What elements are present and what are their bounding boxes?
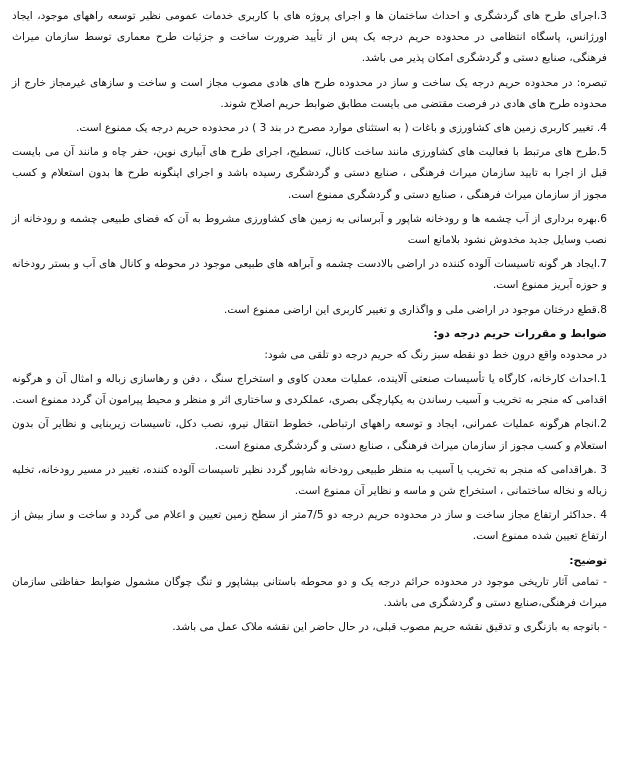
clause-7-polluting-facilities: 7.ایجاد هر گونه تاسیسات آلوده کننده در اراضی بالادست چشمه و آبراهه های طبیعی موجود در محوطه و کانال های آب و بستر رودخانه و حوزه آبریز ممنوع است. <box>12 258 607 292</box>
explanation-item-2: - باتوجه به بازنگری و تدقیق نقشه حریم مصوب قبلی، در حال حاضر این نقشه ملاک عمل می باشد. <box>172 621 607 634</box>
clause-4-land-use-change: 4. تغییر کاربری زمین های کشاورزی و باغات ( به استثنای موارد مصرح در بند 3 ) در محدوده حریم درجه یک ممنوع است. <box>75 122 607 135</box>
section-heading-grade-two: ضوابط و مقررات حریم درجه دو: <box>433 326 607 340</box>
grade-two-intro: در محدوده واقع درون خط دو نقطه سبز رنگ که حریم درجه دو تلقی می شود: <box>264 348 607 361</box>
section-heading-explanation: توضیح: <box>569 553 607 567</box>
explanation-item-1: - تمامی آثار تاریخی موجود در محدوده حرائم درجه یک و دو محوطه باستانی بیشاپور و تنگ چوگان مشمول ضوابط حفاظتی سازمان میراث فرهنگی،صنایع دستی و گردشگری می باشد. <box>12 575 607 609</box>
clause-6-water-use: 6.بهره برداری از آب چشمه ها و رودخانه شاپور و آبرسانی به زمین های کشاورزی مشروط به آن که فضای طبیعی چشمه و رودخانه از نصب وسایل جدید مخدوش نشود بلامانع است <box>12 212 607 247</box>
grade-two-clause-4: 4 .حداکثر ارتفاع مجاز ساخت و ساز در محدوده حریم درجه دو 7/5متر از سطح زمین تعیین و اعلام می گردد و ساخت و ساز بیش از ارتفاع تعیین شده ممنوع است. <box>12 509 607 543</box>
clause-5-agricultural-projects: 5.طرح های مرتبط با فعالیت های کشاورزی مانند ساخت کانال، تسطیح، اجرای طرح های آبیاری نوین، حفر چاه و مانند آن می بایست قبل از اجرا به تایید سازمان میراث فرهنگی ، صنایع دستی و گردشگری رسیده باشد و اجرای اینگونه طرح ها بدون استعلام و کسب مجوز از سازمان میراث فرهنگی ، صنایع دستی و گردشگری ممنوع است. <box>12 146 607 201</box>
clause-3-tourism-projects: 3.اجرای طرح های گردشگری و احداث ساختمان ها و اجرای پروژه های با کاربری خدمات عمومی نظیر توسعه راههای موجود، ایجاد اورژانس، پاسگاه انتظامی در محدوده حریم درجه یک پس از تأیید ضرورت ساخت و جزئیات طرح معماری توسط سازمان میراث فرهنگی، صنایع دستی و گردشگری امکان پذیر می باشد. <box>12 10 607 65</box>
clause-8-tree-cutting: 8.قطع درختان موجود در اراضی ملی و واگذاری و تغییر کاربری این اراضی ممنوع است. <box>224 303 607 316</box>
grade-two-clause-3: 3 .هراقدامی که منجر به تخریب یا آسیب به منظر طبیعی رودخانه شاپور گردد نظیر تاسیسات آلوده کننده، تغییر در مسیر رودخانه، تخلیه زباله و نخاله ساختمانی ، استخراج شن و ماسه و نظایر آن ممنوع است. <box>12 463 607 498</box>
note-grade-one-construction: تبصره: در محدوده حریم درجه یک ساخت و ساز در محدوده طرح های هادی مصوب مجاز است و ساخت و سازهای غیرمجاز خارج از محدوده طرح های هادی در فرصت مقتضی می بایست مطابق ضوابط حریم اصلاح شوند. <box>12 76 607 110</box>
grade-two-clause-2: 2.انجام هرگونه عملیات عمرانی، ایجاد و توسعه راههای ارتباطی، خطوط انتقال نیرو، نصب دکل، تاسیسات زیربنایی و نظایر آن بدون استعلام و کسب مجوز از سازمان میراث فرهنگی ، صنایع دستی و گردشگری ممنوع است. <box>12 418 607 452</box>
grade-two-clause-1: 1.احداث کارخانه، کارگاه یا تأسیسات صنعتی آلاینده، عملیات معدن کاوی و استخراج سنگ ، دفن و رهاسازی زباله و امثال آن و هرگونه اقدامی که منجر به تخریب و آسیب رساندن به یکپارچگی بصری، عملکردی و ساختاری اثر و منظر و محیط پیرامون آن گردد ممنوع است. <box>12 373 607 407</box>
